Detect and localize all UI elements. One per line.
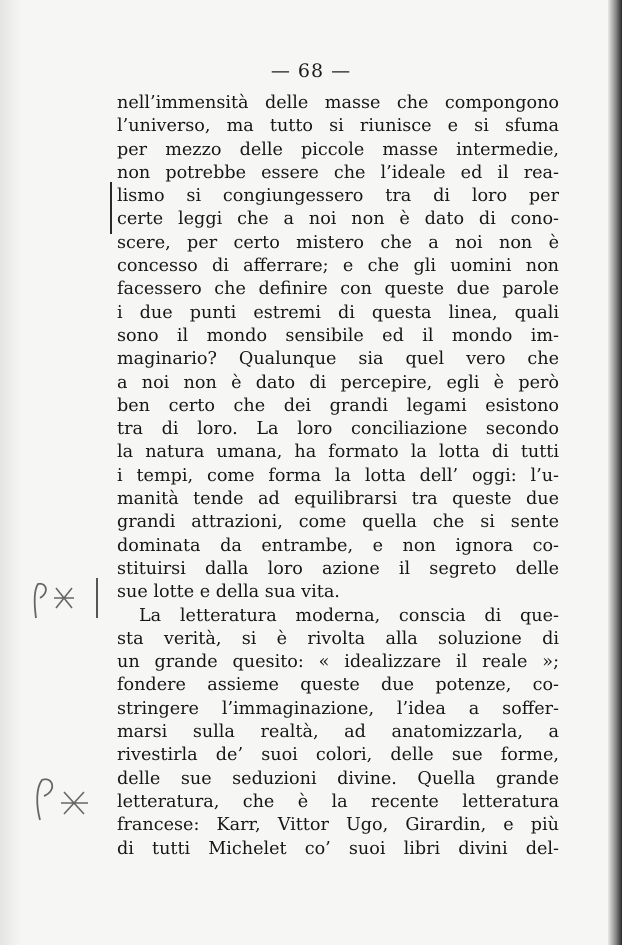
text-line: la natura umana, ha formato la lotta di tutti <box>117 442 559 463</box>
text-line: concesso di afferrare; e che gli uomini non <box>117 256 559 277</box>
text-line: i due punti estremi di questa linea, quali <box>117 302 559 323</box>
text-line: francese: Karr, Vittor Ugo, Girardin, e più <box>117 815 559 836</box>
text-line: tra di loro. La loro conciliazione secondo <box>117 419 559 440</box>
text-line: dominata da entrambe, e non ignora co- <box>117 535 559 556</box>
margin-bracket-mark <box>110 182 112 234</box>
text-line: certe leggi che a noi non è dato di cono- <box>117 209 559 230</box>
text-line: stringere l’immaginazione, l’idea a soffer- <box>117 698 559 719</box>
text-line: i tempi, come forma la lotta dell’ oggi: l’u- <box>117 465 559 486</box>
text-line: rivestirla de’ suoi colori, delle sue forme, <box>117 745 559 766</box>
text-line: grandi attrazioni, come quella che si sente <box>117 512 559 533</box>
text-line: sono il mondo sensibile ed il mondo im- <box>117 325 559 346</box>
text-line: letteratura, che è la recente letteratura <box>117 791 559 812</box>
text-line: fondere assieme queste due potenze, co- <box>117 675 559 696</box>
text-line: di tutti Michelet co’ suoi libri divini del- <box>117 838 559 859</box>
text-line: sue lotte e della sua vita. <box>117 582 340 603</box>
handwritten-margin-note-2 <box>28 770 98 830</box>
text-line: stituirsi dalla loro azione il segreto delle <box>117 558 559 579</box>
text-line: facessero che definire con queste due parole <box>117 279 559 300</box>
text-line: un grande quesito: « idealizzare il reale »; <box>117 652 559 673</box>
text-line: a noi non è dato di percepire, egli è però <box>117 372 559 393</box>
text-line: per mezzo delle piccole masse intermedie, <box>117 139 559 160</box>
text-line: non potrebbe essere che l’ideale ed il rea- <box>117 162 559 183</box>
margin-vertical-stroke <box>96 578 98 618</box>
page-left-edge <box>0 0 22 945</box>
text-line: marsi sulla realtà, ad anatomizzarla, a <box>117 722 559 743</box>
text-line: ben certo che dei grandi legami esistono <box>117 395 559 416</box>
text-line: delle sue seduzioni divine. Quella grande <box>117 768 559 789</box>
text-line: l’universo, ma tutto si riunisce e si sfuma <box>117 116 559 137</box>
body-text <box>117 92 559 861</box>
text-line: maginario? Qualunque sia quel vero che <box>117 349 559 370</box>
text-line: sta verità, si è rivolta alla soluzione di <box>117 628 559 649</box>
text-line: manità tende ad equilibrarsi tra queste due <box>117 489 559 510</box>
handwritten-margin-note-1 <box>28 578 98 628</box>
text-line: lismo si congiungessero tra di loro per <box>117 186 559 207</box>
text-line: scere, per certo mistero che a noi non è <box>117 232 559 253</box>
text-line: nell’immensità delle masse che compongono <box>117 93 559 113</box>
page-number: — 68 — <box>270 60 352 82</box>
book-spine-shadow <box>608 0 622 945</box>
text-line: La letteratura moderna, conscia di que- <box>139 605 559 626</box>
